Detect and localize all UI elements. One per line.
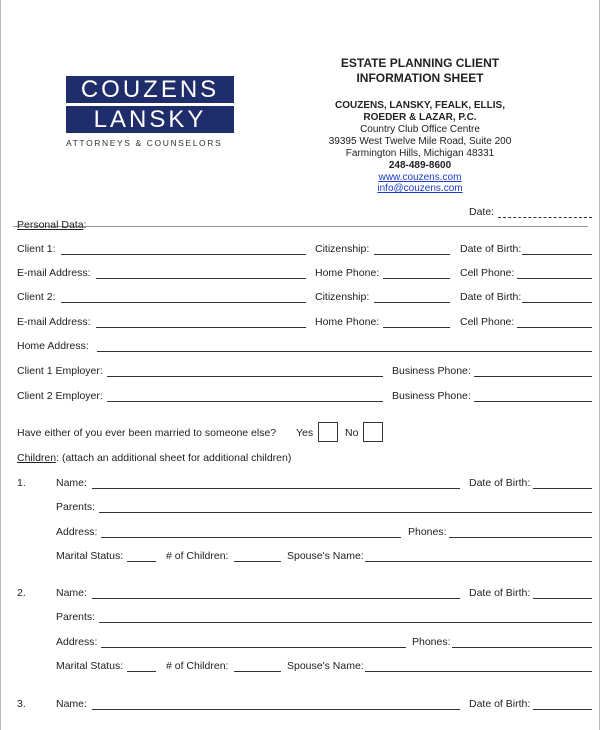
child2-num-children-label: # of Children: (166, 660, 229, 672)
child1-marital-label: Marital Status: (56, 550, 124, 562)
logo-tagline: ATTORNEYS & COUNSELORS (66, 138, 223, 148)
child2-parents-field[interactable] (99, 622, 592, 623)
business-phone-label: Business Phone: (392, 390, 471, 402)
client1-employer-label: Client 1 Employer: (17, 365, 103, 377)
client1-dob-field[interactable] (522, 254, 592, 255)
home-address-field[interactable] (97, 351, 592, 352)
date-field[interactable] (498, 217, 592, 218)
child2-number: 2. (17, 587, 26, 599)
child2-address-label: Address: (56, 636, 98, 648)
email-link[interactable]: info@couzens.com (377, 183, 463, 194)
child1-dob-field[interactable] (533, 488, 592, 489)
no-label: No (345, 427, 359, 439)
children-heading: Children: (attach an additional sheet for additional children) (17, 452, 292, 464)
cell-phone-label: Cell Phone: (460, 316, 515, 328)
client1-cell-phone-field[interactable] (517, 278, 592, 279)
client2-employer-field[interactable] (107, 401, 383, 402)
client2-citizenship-field[interactable] (374, 302, 450, 303)
home-address-label: Home Address: (17, 340, 89, 352)
child1-num-children-label: # of Children: (166, 550, 229, 562)
child1-phones-label: Phones: (408, 526, 447, 538)
firm-name-line1: COUZENS, LANSKY, FEALK, ELLIS, (334, 100, 505, 111)
doc-title-line2: INFORMATION SHEET (356, 71, 484, 85)
office-name: Country Club Office Centre (360, 124, 480, 135)
child1-marital-field[interactable] (127, 561, 156, 562)
client2-employer-label: Client 2 Employer: (17, 390, 103, 402)
dob-label: Date of Birth: (460, 291, 522, 303)
home-phone-label: Home Phone: (315, 316, 380, 328)
logo-line2: LANSKY (66, 106, 234, 133)
child1-spouse-field[interactable] (365, 561, 592, 562)
client1-business-phone-field[interactable] (474, 376, 592, 377)
child1-number: 1. (17, 477, 26, 489)
child1-num-children-field[interactable] (234, 561, 281, 562)
logo-line1: COUZENS (66, 76, 234, 103)
child1-name-field[interactable] (92, 488, 460, 489)
child1-address-label: Address: (56, 526, 98, 538)
child1-name-label: Name: (56, 477, 87, 489)
child2-dob-field[interactable] (533, 598, 592, 599)
child2-marital-field[interactable] (127, 671, 156, 672)
child3-dob-label: Date of Birth: (469, 698, 531, 710)
firm-logo (66, 76, 234, 148)
client1-citizenship-field[interactable] (374, 254, 450, 255)
client1-employer-field[interactable] (107, 376, 383, 377)
child2-name-field[interactable] (92, 598, 460, 599)
firm-name-line2: ROEDER & LAZAR, P.C. (363, 112, 477, 123)
child3-name-label: Name: (56, 698, 87, 710)
client2-field[interactable] (61, 302, 306, 303)
client2-dob-field[interactable] (522, 302, 592, 303)
client2-business-phone-field[interactable] (474, 401, 592, 402)
child2-spouse-label: Spouse's Name: (287, 660, 364, 672)
yes-label: Yes (296, 427, 314, 439)
email-label: E-mail Address: (17, 316, 91, 328)
client2-cell-phone-field[interactable] (517, 327, 592, 328)
child3-name-field[interactable] (92, 709, 460, 710)
client1-label: Client 1: (17, 243, 56, 255)
child2-phones-field[interactable] (452, 647, 592, 648)
client1-field[interactable] (61, 254, 306, 255)
child2-dob-label: Date of Birth: (469, 587, 531, 599)
doc-title-line1: ESTATE PLANNING CLIENT (340, 56, 500, 70)
no-checkbox[interactable] (363, 422, 383, 442)
client2-email-field[interactable] (96, 327, 306, 328)
client1-email-field[interactable] (96, 278, 306, 279)
website-link[interactable]: www.couzens.com (378, 172, 462, 183)
client2-label: Client 2: (17, 291, 56, 303)
office-phone: 248-489-8600 (388, 160, 452, 171)
child3-number: 3. (17, 698, 26, 710)
child1-parents-field[interactable] (99, 512, 592, 513)
child1-parents-label: Parents: (56, 501, 96, 513)
email-label: E-mail Address: (17, 267, 91, 279)
citizenship-label: Citizenship: (315, 243, 370, 255)
child2-spouse-field[interactable] (365, 671, 592, 672)
date-label: Date: (469, 206, 495, 218)
cell-phone-label: Cell Phone: (460, 267, 515, 279)
child1-phones-field[interactable] (449, 537, 592, 538)
citizenship-label: Citizenship: (315, 291, 370, 303)
business-phone-label: Business Phone: (392, 365, 471, 377)
home-phone-label: Home Phone: (315, 267, 380, 279)
child1-address-field[interactable] (101, 537, 401, 538)
child2-phones-label: Phones: (412, 636, 451, 648)
header-divider (13, 226, 588, 227)
child1-spouse-label: Spouse's Name: (287, 550, 364, 562)
child2-address-field[interactable] (101, 647, 406, 648)
office-city: Farmington Hills, Michigan 48331 (345, 148, 495, 159)
office-street: 39395 West Twelve Mile Road, Suite 200 (328, 136, 512, 147)
client1-home-phone-field[interactable] (383, 278, 450, 279)
client2-home-phone-field[interactable] (383, 327, 450, 328)
yes-checkbox[interactable] (318, 422, 338, 442)
personal-data-heading: Personal Data: (17, 219, 87, 231)
child1-dob-label: Date of Birth: (469, 477, 531, 489)
child2-name-label: Name: (56, 587, 87, 599)
child2-parents-label: Parents: (56, 611, 96, 623)
child2-marital-label: Marital Status: (56, 660, 124, 672)
child2-num-children-field[interactable] (234, 671, 281, 672)
child3-dob-field[interactable] (533, 709, 592, 710)
dob-label: Date of Birth: (460, 243, 522, 255)
married-question: Have either of you ever been married to someone else? (17, 427, 277, 439)
